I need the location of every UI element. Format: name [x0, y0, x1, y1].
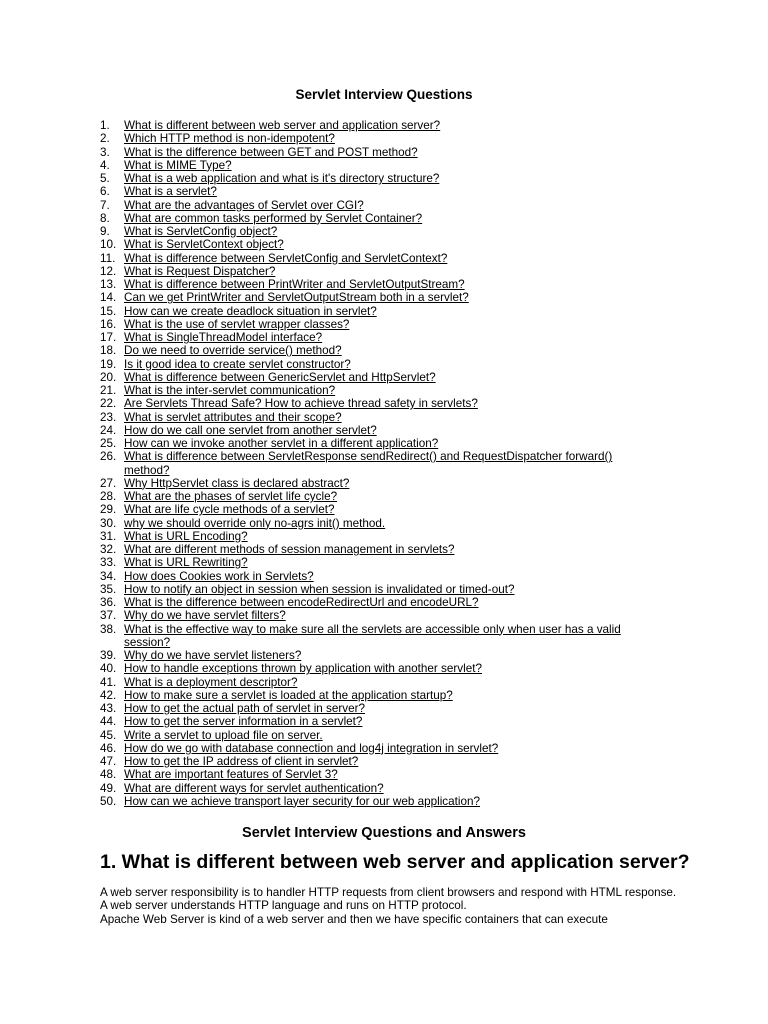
question-number: 31. [100, 529, 117, 543]
question-list-item [100, 252, 660, 265]
question-list-item [100, 517, 660, 530]
question-number: 27. [100, 476, 117, 490]
question-number: 32. [100, 543, 117, 556]
question-number: 11. [100, 251, 116, 265]
question-list-item [100, 371, 660, 384]
question-list-item [100, 450, 660, 477]
question-link[interactable]: How can we invoke another servlet in a different application? [124, 437, 439, 450]
question-number: 42. [100, 688, 117, 702]
question-link[interactable]: What is difference between ServletResponse sendRedirect() and RequestDispatcher forward() method? [124, 450, 613, 477]
question-list-item [100, 729, 660, 742]
question-link[interactable]: What are life cycle methods of a servlet? [124, 503, 335, 517]
question-list [100, 119, 660, 808]
question-link[interactable]: What are important features of Servlet 3? [124, 768, 338, 782]
question-number: 2. [100, 132, 110, 146]
question-link[interactable]: Write a servlet to upload file on server. [124, 728, 323, 742]
answer-body [100, 886, 680, 926]
question-number: 38. [100, 622, 117, 636]
question-number: 3. [100, 145, 110, 159]
question-list-item [100, 609, 660, 622]
question-link[interactable]: Which HTTP method is non-idempotent? [124, 132, 335, 146]
question-link[interactable]: What are different methods of session management in servlets? [124, 543, 455, 556]
question-link[interactable]: What are the phases of servlet life cycle? [124, 490, 338, 503]
question-link[interactable]: How do we call one servlet from another servlet? [124, 423, 377, 437]
question-number: 36. [100, 596, 117, 609]
question-link[interactable]: Is it good idea to create servlet constructor? [124, 357, 351, 371]
question-link[interactable]: What is a deployment descriptor? [124, 675, 298, 689]
question-link[interactable]: What is a servlet? [124, 185, 217, 199]
question-list-item [100, 159, 660, 172]
question-number: 5. [100, 172, 110, 185]
answer-paragraph: A web server responsibility is to handler HTTP requests from client browsers and respond with HTML response. A web server understands HTTP language and runs on HTTP protocol. [100, 886, 677, 913]
question-list-item [100, 291, 660, 304]
question-number: 44. [100, 715, 117, 729]
question-link[interactable]: How to get the actual path of servlet in server? [124, 702, 366, 715]
question-list-item [100, 477, 660, 490]
question-number: 24. [100, 423, 117, 437]
question-link[interactable]: What is difference between PrintWriter and ServletOutputStream? [124, 278, 465, 291]
question-number: 34. [100, 569, 117, 583]
question-number: 23. [100, 410, 117, 424]
question-link[interactable]: Why do we have servlet listeners? [124, 649, 302, 662]
question-link[interactable]: why we should override only no-agrs init() method. [124, 516, 386, 530]
question-number: 40. [100, 662, 117, 676]
question-number: 22. [100, 397, 117, 411]
question-link[interactable]: What is the inter-servlet communication? [124, 384, 336, 397]
question-number: 4. [100, 158, 110, 172]
question-link[interactable]: Why HttpServlet class is declared abstract? [124, 476, 350, 490]
question-list-item [100, 384, 660, 397]
question-number: 18. [100, 344, 117, 358]
question-number: 13. [100, 278, 117, 291]
question-link[interactable]: What is a web application and what is it's directory structure? [124, 172, 440, 185]
question-number: 35. [100, 582, 117, 596]
question-link[interactable]: What is URL Rewriting? [124, 556, 248, 570]
question-link[interactable]: What is SingleThreadModel interface? [124, 331, 323, 344]
question-list-item [100, 583, 660, 596]
question-list-item [100, 424, 660, 437]
question-number: 41. [100, 675, 117, 689]
question-number: 50. [100, 794, 117, 808]
question-link[interactable]: How to handle exceptions thrown by application with another servlet? [124, 662, 482, 676]
answers-section-title: Servlet Interview Questions and Answers [242, 825, 526, 841]
question-number: 33. [100, 556, 117, 570]
question-link[interactable]: How does Cookies work in Servlets? [124, 569, 314, 583]
question-number: 29. [100, 503, 117, 517]
question-list-item [100, 503, 660, 516]
question-list-item [100, 689, 660, 702]
question-link[interactable]: What is the difference between encodeRedirectUrl and encodeURL? [124, 596, 479, 609]
question-number: 10. [100, 238, 117, 252]
question-number: 48. [100, 768, 117, 782]
question-list-item [100, 623, 660, 650]
question-list-item [100, 132, 660, 145]
question-link[interactable]: What is difference between ServletConfig and ServletContext? [124, 251, 448, 265]
question-list-item [100, 715, 660, 728]
question-list-item [100, 185, 660, 198]
question-number: 12. [100, 264, 117, 278]
question-number: 21. [100, 384, 117, 397]
question-number: 1. [100, 119, 110, 132]
question-link[interactable]: How to make sure a servlet is loaded at the application startup? [124, 688, 453, 702]
question-list-item [100, 649, 660, 662]
question-list-item [100, 305, 660, 318]
page-title: Servlet Interview Questions [295, 87, 473, 102]
question-list-item [100, 278, 660, 291]
question-list-item [100, 570, 660, 583]
question-list-item [100, 596, 660, 609]
question-number: 16. [100, 317, 117, 331]
question-link[interactable]: What is the use of servlet wrapper classes? [124, 317, 350, 331]
question-link[interactable]: What is the difference between GET and POST method? [124, 145, 418, 159]
question-number: 37. [100, 609, 117, 623]
question-number: 39. [100, 649, 117, 662]
question-list-item [100, 344, 660, 357]
question-link[interactable]: What is different between web server and application server? [124, 119, 441, 132]
question-list-item [100, 172, 660, 185]
question-link[interactable]: How to notify an object in session when session is invalidated or timed-out? [124, 582, 515, 596]
question-link[interactable]: What is Request Dispatcher? [124, 264, 276, 278]
question-link[interactable]: What is ServletConfig object? [124, 225, 278, 238]
question-number: 6. [100, 185, 110, 199]
question-link[interactable]: What is difference between GenericServlet and HttpServlet? [124, 370, 436, 384]
question-list-item [100, 543, 660, 556]
question-link[interactable]: How to get the IP address of client in servlet? [124, 755, 359, 768]
question-number: 47. [100, 755, 117, 768]
question-list-item [100, 755, 660, 768]
question-link[interactable]: How can we create deadlock situation in servlet? [124, 304, 377, 318]
question-list-item [100, 119, 660, 132]
question-list-item [100, 411, 660, 424]
question-link[interactable]: What is servlet attributes and their scope? [124, 410, 342, 424]
question-link[interactable]: Can we get PrintWriter and ServletOutputStream both in a servlet? [124, 291, 469, 305]
question-list-item [100, 676, 660, 689]
question-link[interactable]: Why do we have servlet filters? [124, 609, 286, 623]
question-link[interactable]: What are common tasks performed by Servlet Container? [124, 211, 423, 225]
question-link[interactable]: Do we need to override service() method? [124, 344, 342, 358]
question-number: 49. [100, 781, 117, 795]
question-list-item [100, 265, 660, 278]
question-link[interactable]: What is URL Encoding? [124, 529, 248, 543]
question-number: 28. [100, 490, 117, 503]
question-number: 19. [100, 357, 117, 371]
question-number: 20. [100, 370, 117, 384]
question-number: 8. [100, 211, 110, 225]
question-link[interactable]: What is ServletContext object? [124, 238, 284, 252]
question-list-item [100, 397, 660, 410]
question-number: 45. [100, 728, 117, 742]
question-list-item [100, 768, 660, 781]
question-list-item [100, 146, 660, 159]
question-number: 15. [100, 304, 117, 318]
question-list-item [100, 437, 660, 450]
question-list-item [100, 490, 660, 503]
question-number: 14. [100, 291, 117, 305]
question-number: 9. [100, 225, 110, 238]
question-number: 7. [100, 198, 110, 212]
question-list-item [100, 795, 660, 808]
question-list-item [100, 199, 660, 212]
question-link[interactable]: What are the advantages of Servlet over CGI? [124, 198, 364, 212]
question-link[interactable]: How do we go with database connection and log4j integration in servlet? [124, 741, 499, 755]
question-link[interactable]: What are different ways for servlet authentication? [124, 781, 384, 795]
question-list-item [100, 358, 660, 371]
question-number: 43. [100, 702, 117, 715]
question-link[interactable]: How to get the server information in a servlet? [124, 715, 363, 729]
question-list-item [100, 238, 660, 251]
answer-heading: 1. What is different between web server and application server? [100, 851, 690, 873]
question-list-item [100, 530, 660, 543]
question-number: 26. [100, 450, 117, 464]
question-number: 25. [100, 437, 117, 450]
question-link[interactable]: What is MIME Type? [124, 158, 232, 172]
question-list-item [100, 662, 660, 675]
question-number: 30. [100, 516, 117, 530]
question-list-item [100, 782, 660, 795]
question-list-item [100, 556, 660, 569]
question-link[interactable]: How can we achieve transport layer security for our web application? [124, 794, 480, 808]
question-link[interactable]: Are Servlets Thread Safe? How to achieve thread safety in servlets? [124, 397, 478, 411]
question-number: 46. [100, 741, 117, 755]
answer-paragraph: Apache Web Server is kind of a web server and then we have specific containers that can execute [100, 912, 608, 926]
question-list-item [100, 702, 660, 715]
question-list-item [100, 318, 660, 331]
question-list-item [100, 742, 660, 755]
question-link[interactable]: What is the effective way to make sure all the servlets are accessible only when user has a valid session? [124, 622, 621, 649]
question-number: 17. [100, 331, 117, 344]
question-list-item [100, 212, 660, 225]
question-list-item [100, 331, 660, 344]
question-list-item [100, 225, 660, 238]
